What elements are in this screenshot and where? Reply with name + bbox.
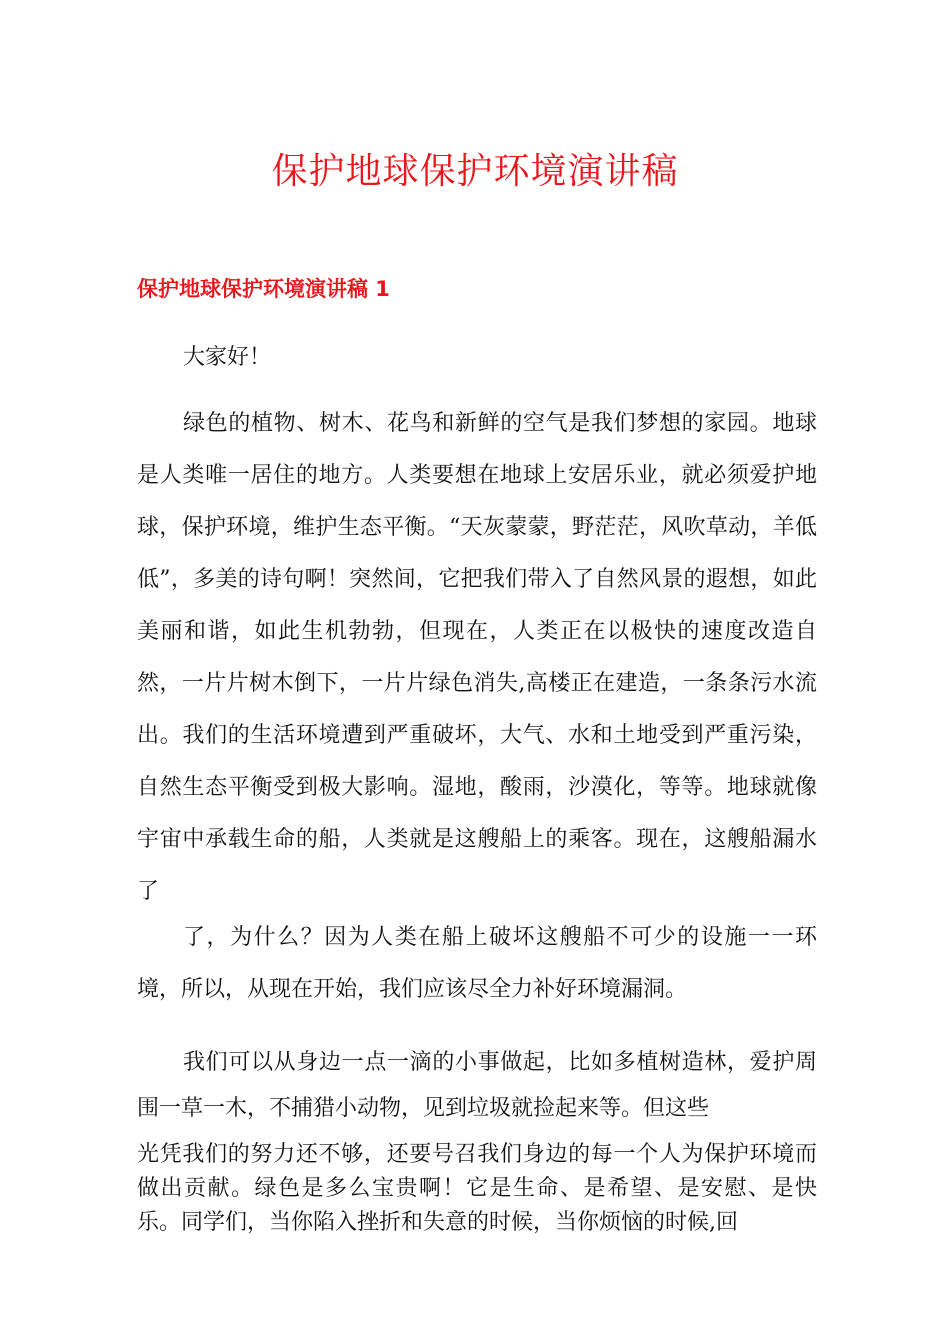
paragraph-4: 光凭我们的努力还不够，还要号召我们身边的每一个人为保护环境而做出贡献。绿色是多么宝贵啊！它是生命、是希望、是安慰、是快乐。同学们，当你陷入挫折和失意的时候，当你烦恼的时候,回 [137,1142,817,1235]
paragraph-greeting: 大家好！ [183,345,272,370]
paragraph-2: 了，为什么？因为人类在船上破坏这艘船不可少的设施一一环境，所以，从现在开始，我们应该尽全力补好环境漏洞。 [137,925,817,1002]
paragraph-1: 绿色的植物、树木、花鸟和新鲜的空气是我们梦想的家园。地球是人类唯一居住的地方。人类要想在地球上安居乐业，就必须爱护地球，保护环境，维护生态平衡。“天灰蒙蒙，野茫茫，风吹草动，羊低低”，多美的诗句啊！突然间，它把我们带入了自然风景的遐想，如此美丽和谐，如此生机勃勃，但现在，人类正在以极快的速度改造自然，一片片树木倒下，一片片绿色消失,高楼正在建造，一条条污水流出。我们的生活环境遭到严重破坏，大气、水和土地受到严重污染，自然生态平衡受到极大影响。湿地，酸雨，沙漠化，等等。地球就像宇宙中承载生命的船，人类就是这艘船上的乘客。现在，这艘船漏水了 [137,411,817,904]
section-heading: 保护地球保护环境演讲稿 1 [137,277,390,301]
document-title: 保护地球保护环境演讲稿 [271,151,679,192]
paragraph-3: 我们可以从身边一点一滴的小事做起，比如多植树造林，爱护周围一草一木，不捕猎小动物，见到垃圾就捡起来等。但这些 [137,1050,817,1121]
